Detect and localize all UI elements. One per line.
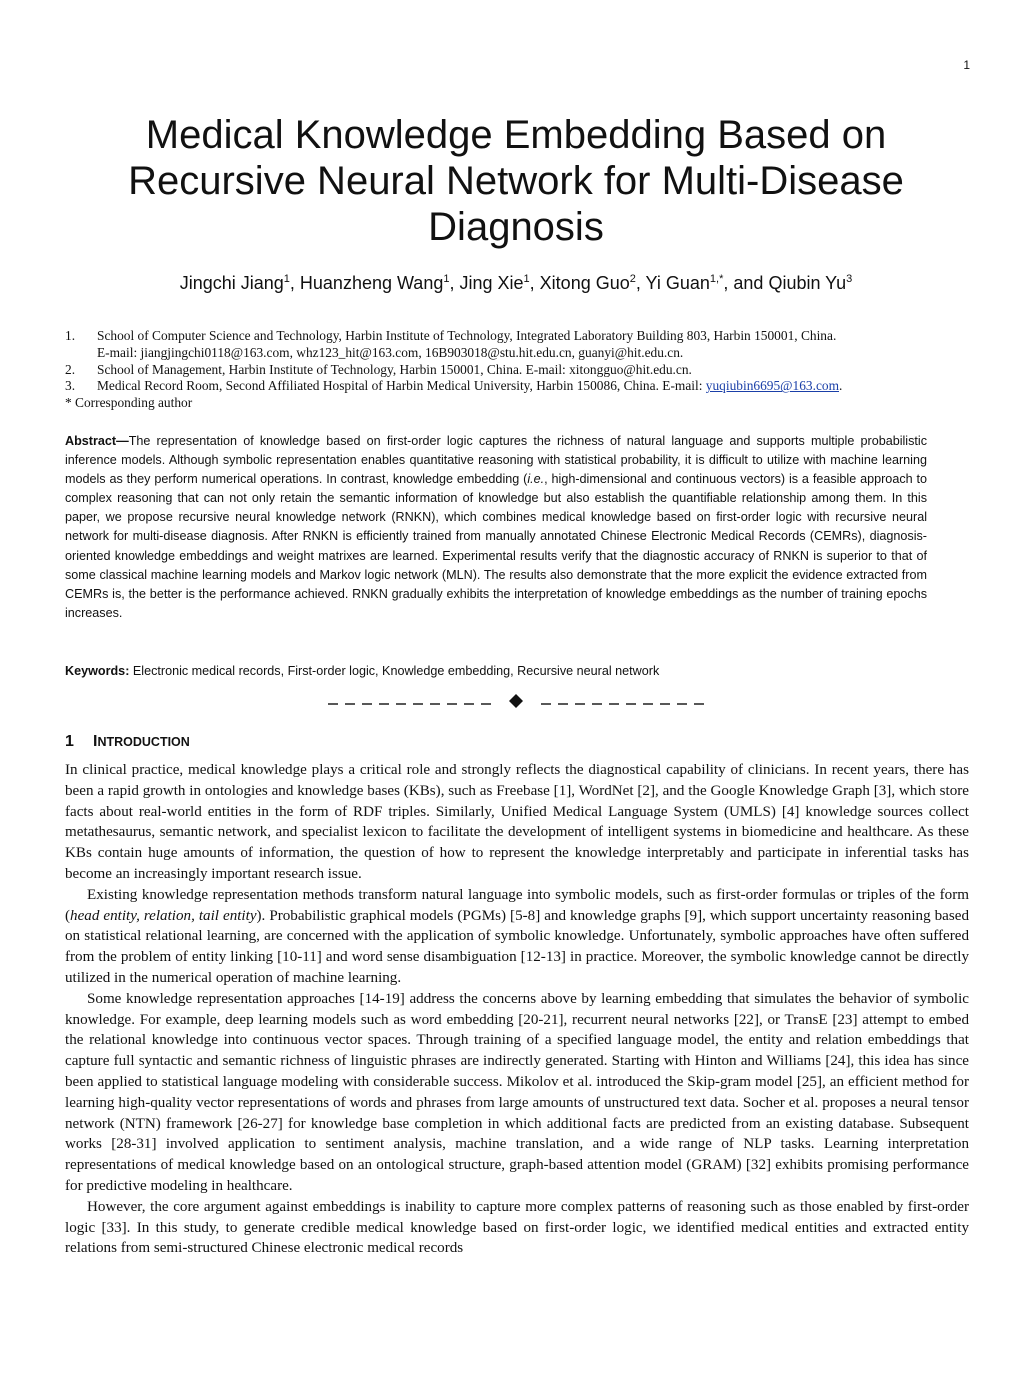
- author-name: Yi Guan: [645, 273, 710, 293]
- diamond-icon: [509, 694, 523, 708]
- section-divider: [326, 691, 710, 711]
- triple-form-italic: head entity, relation, tail entity: [70, 907, 257, 924]
- author-separator: ,: [289, 273, 300, 293]
- affiliation-email-line: E-mail: jiangjingchi0118@163.com, whz123_hit@163.com, 16B903018@stu.hit.edu.cn, guanyi@hit.edu.cn.: [97, 344, 684, 360]
- author-affiliation-mark: 1: [523, 273, 530, 285]
- abstract-label: Abstract—: [65, 434, 129, 448]
- keywords-label: Keywords:: [65, 664, 130, 678]
- affiliation-number: 1.: [65, 328, 76, 343]
- author-name: Jing Xie: [459, 273, 524, 293]
- page-number: 1: [963, 58, 970, 72]
- author-affiliation-mark: 1,*: [709, 273, 724, 285]
- affiliation-2: [65, 362, 980, 379]
- body-text: [65, 760, 969, 1259]
- author-name: Qiubin Yu: [768, 273, 847, 293]
- affiliations: [65, 328, 980, 412]
- paragraph: In clinical practice, medical knowledge plays a critical role and strongly reflects the diagnostical capability of clinicians. In recent years, there has been a rapid growth in ontologies and knowledge bases (KBs), such as Freebase [1], WordNet [2], and the Google Knowledge Graph [3], which store facts about real-world entities in the form of RDF triples. Similarly, Unified Medical Language System (UMLS) [4] knowledge sources collect metathesaurus, semantic network, and specialist lexicon to facilitate the development of intelligent systems in biomedicine and healthcare. As these KBs contain huge amounts of information, the question of how to represent the knowledge interpretably and participate in inferential tasks has become an increasingly important research issue.: [65, 762, 969, 882]
- affiliation-3: [65, 378, 980, 395]
- affiliation-1: [65, 328, 980, 345]
- abstract-text: The representation of knowledge based on first-order logic captures the richness of natural language and supports multiple probabilistic inference models. Although symbolic representation enables quantitative reasoning with statistical probability, it is difficult to utilize with machine learning models as they perform numerical operations. In contrast, knowledge embedding (: [65, 434, 927, 487]
- author-name: Jingchi Jiang: [179, 273, 284, 293]
- email-link[interactable]: yuqiubin6695@163.com: [705, 378, 839, 394]
- abstract: [65, 432, 927, 623]
- affiliation-tail: .: [839, 378, 843, 394]
- author-affiliation-mark: 3: [846, 273, 853, 285]
- abstract-text-continued: , high-dimensional and continuous vectors) is a feasible approach to complex reasoning that can not only retain the semantic information of knowledge but also establish the quantifiable relationship among them. In this paper, we propose recursive neural knowledge network (RNKN), which combines medical knowledge based on first-order logic with recursive neural network for multi-disease diagnosis. After RNKN is efficiently trained from manually annotated Chinese Electronic Medical Records (CEMRs), diagnosis-oriented knowledge embeddings and weight matrixes are learned. Experimental results verify that the diagnostic accuracy of RNKN is superior to that of some classical machine learning models and Markov logic network (MLN). The results also demonstrate that the more explicit the evidence extracted from CEMRs is, the better is the performance achieved. RNKN gradually exhibits the interpretation of knowledge embeddings as the number of training epochs increases.: [65, 472, 928, 620]
- author-list: [60, 271, 972, 295]
- affiliation-number: 3.: [65, 378, 76, 394]
- section-title-rest: NTRODUCTION: [97, 735, 190, 749]
- keywords-text: Electronic medical records, First-order logic, Knowledge embedding, Recursive neural network: [129, 664, 660, 678]
- section-heading: [65, 732, 190, 752]
- affiliation-text: Medical Record Room, Second Affiliated Hospital of Harbin Medical University, Harbin 150086, China. E-mail:: [97, 378, 706, 394]
- affiliation-number: 2.: [65, 361, 76, 377]
- section-title-initial: I: [93, 733, 98, 750]
- paper-title: Medical Knowledge Embedding Based on Recursive Neural Network for Multi-Disease Diagnosis: [128, 113, 904, 249]
- paragraph: Existing knowledge representation methods transform natural language into symbolic models, such as first-order formulas or triples of the form (head entity, relation, tail entity). Probabilistic graphical models (PGMs) [5-8] and knowledge graphs [9], which support uncertainty reasoning based on statistical relational learning, are concerned with the application of symbolic knowledge. Unfortunately, symbolic approaches have often suffered from the problem of entity linking [10-11] and word sense disambiguation [12-13] in practice. Moreover, the symbolic knowledge cannot be directly utilized in the numerical operation of machine learning.: [65, 886, 970, 986]
- author-separator: , and: [723, 273, 769, 293]
- section-number: 1: [65, 733, 74, 750]
- abstract-ie: i.e.: [527, 472, 545, 487]
- paragraph: Some knowledge representation approaches [14-19] address the concerns above by learning embedding that simulates the behavior of symbolic knowledge. For example, deep learning models such as word embedding [20-21], recurrent neural networks [22], or TransE [23] attempt to embed the relational knowledge into continuous vector spaces. Through training of a specified language model, the entity and relation embeddings that capture full syntactic and semantic richness of linguistic phrases are indirectly generated. Starting with Hinton and Williams [24], this idea has since been applied to statistical language modeling with considerable success. Mikolov et al. introduced the Skip-gram model [25], an efficient method for learning high-quality vector representations of words and phrases from large amounts of unstructured text data. Socher et al. proposes a neural tensor network (NTN) framework [26-27] for knowledge base completion in which additional facts are predicted from an existing database. Subsequent works [28-31] involved application to sentiment analysis, machine translation, and a wide range of NLP tasks. Learning interpretation representations of medical knowledge based on an ontological structure, graph-based attention model (GRAM) [32] exhibits promising performance for predictive modeling in healthcare.: [65, 990, 969, 1194]
- author-affiliation-mark: 2: [629, 273, 636, 285]
- affiliation-text: School of Management, Harbin Institute of Technology, Harbin 150001, China. E-mail: xitongguo@hit.edu.cn.: [97, 361, 692, 377]
- author-separator: ,: [635, 273, 646, 293]
- author-name: Xitong Guo: [539, 273, 630, 293]
- affiliation-1-email: [65, 345, 980, 362]
- keywords: [65, 662, 927, 681]
- author-affiliation-mark: 1: [443, 273, 450, 285]
- author-name: Huanzheng Wang: [299, 273, 444, 293]
- paragraph: However, the core argument against embeddings is inability to capture more complex patterns of reasoning such as those enabled by first-order logic [33]. In this study, to generate credible medical knowledge based on first-order logic, we identified medical entities and extracted entity relations from semi-structured Chinese electronic medical records: [65, 1198, 969, 1257]
- author-separator: ,: [449, 273, 460, 293]
- author-separator: ,: [529, 273, 540, 293]
- author-affiliation-mark: 1: [283, 273, 290, 285]
- affiliation-text: School of Computer Science and Technology, Harbin Institute of Technology, Integrated Laboratory Building 803, Harbin 150001, China.: [97, 328, 837, 343]
- corresponding-author-note: * Corresponding author: [65, 395, 193, 411]
